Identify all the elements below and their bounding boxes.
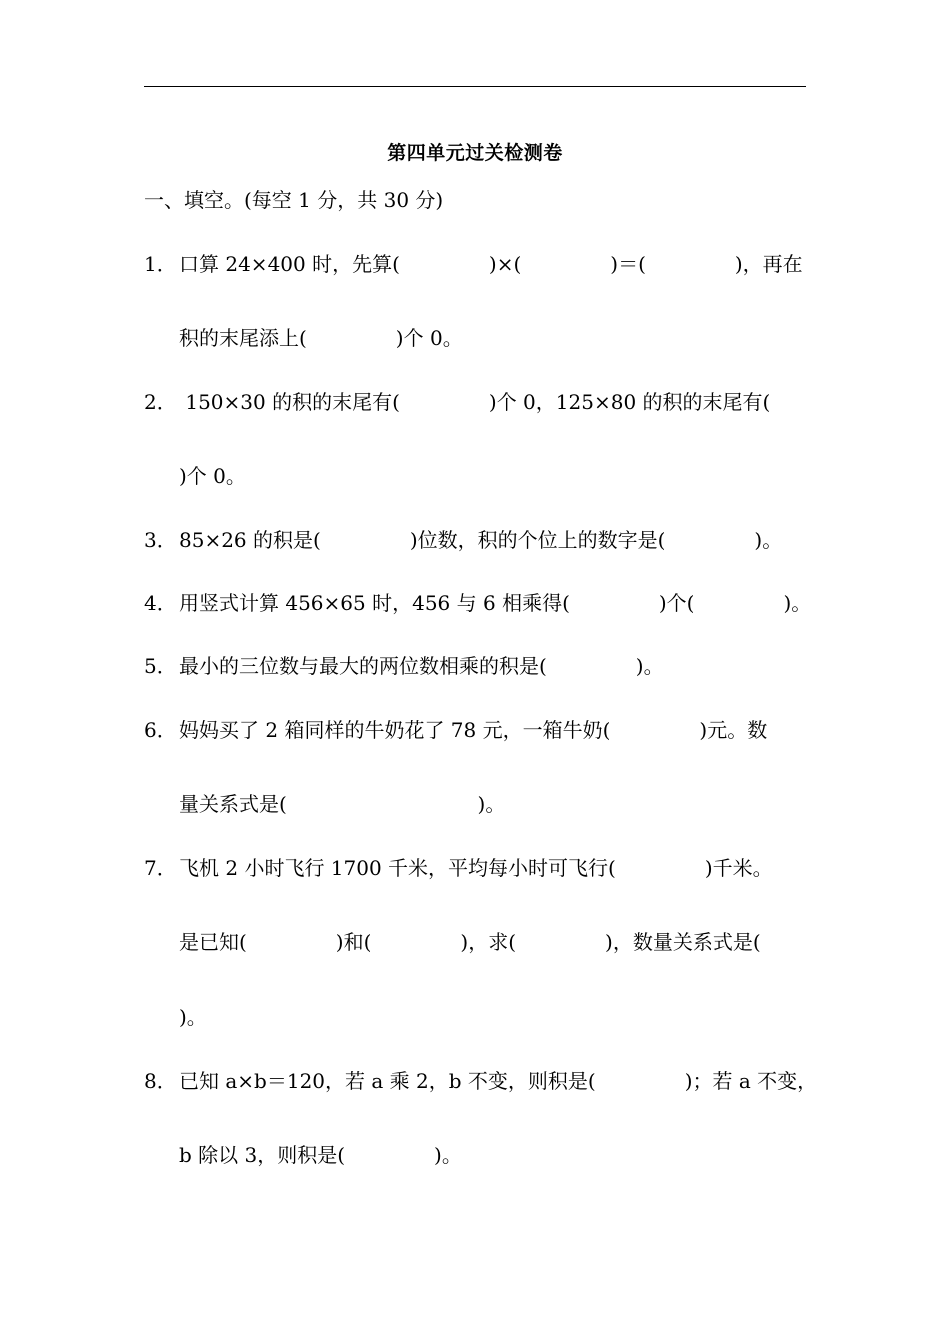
question-number: 4． [144,591,177,615]
question-text: 飞机 2 小时飞行 1700 千米，平均每小时可飞行( )千米。 [179,856,773,880]
question-text: 已知 a×b＝120，若 a 乘 2，b 不变，则积是( )；若 a 不变， [179,1069,818,1093]
question-7-continuation-2: )。 [179,1005,207,1029]
question-number: 1． [144,252,177,276]
question-number: 6． [144,718,177,742]
page-title: 第四单元过关检测卷 [387,142,563,164]
question-number: 8． [144,1069,177,1093]
section-heading: 一、填空。(每空 1 分，共 30 分) [144,188,444,212]
header-rule [144,86,806,87]
question-number: 5． [144,654,177,678]
question-number: 2． [144,390,177,414]
question-1-continuation: 积的末尾添上( )个 0。 [179,326,463,350]
question-3 [144,526,782,554]
question-number: 7． [144,856,177,880]
question-7-continuation: 是已知( )和( )，求( )，数量关系式是( [179,930,761,954]
question-6 [144,716,767,744]
question-text: 口算 24×400 时，先算( )×( )＝( )，再在 [179,252,803,276]
question-text: 用竖式计算 456×65 时，456 与 6 相乘得( )个( )。 [179,591,812,615]
question-8-continuation: b 除以 3，则积是( )。 [179,1143,462,1167]
question-7 [144,854,773,882]
question-2 [144,388,770,416]
question-1 [144,250,803,278]
question-5 [144,652,664,680]
question-4 [144,589,811,617]
question-number: 3． [144,528,177,552]
question-text: 150×30 的积的末尾有( )个 0，125×80 的积的末尾有( [179,390,771,414]
question-6-continuation: 量关系式是( )。 [179,792,506,816]
question-text: 85×26 的积是( )位数，积的个位上的数字是( )。 [179,528,783,552]
question-2-continuation: )个 0。 [179,464,246,488]
question-text: 最小的三位数与最大的两位数相乘的积是( )。 [179,654,664,678]
question-8 [144,1067,817,1095]
question-text: 妈妈买了 2 箱同样的牛奶花了 78 元，一箱牛奶( )元。数 [179,718,768,742]
